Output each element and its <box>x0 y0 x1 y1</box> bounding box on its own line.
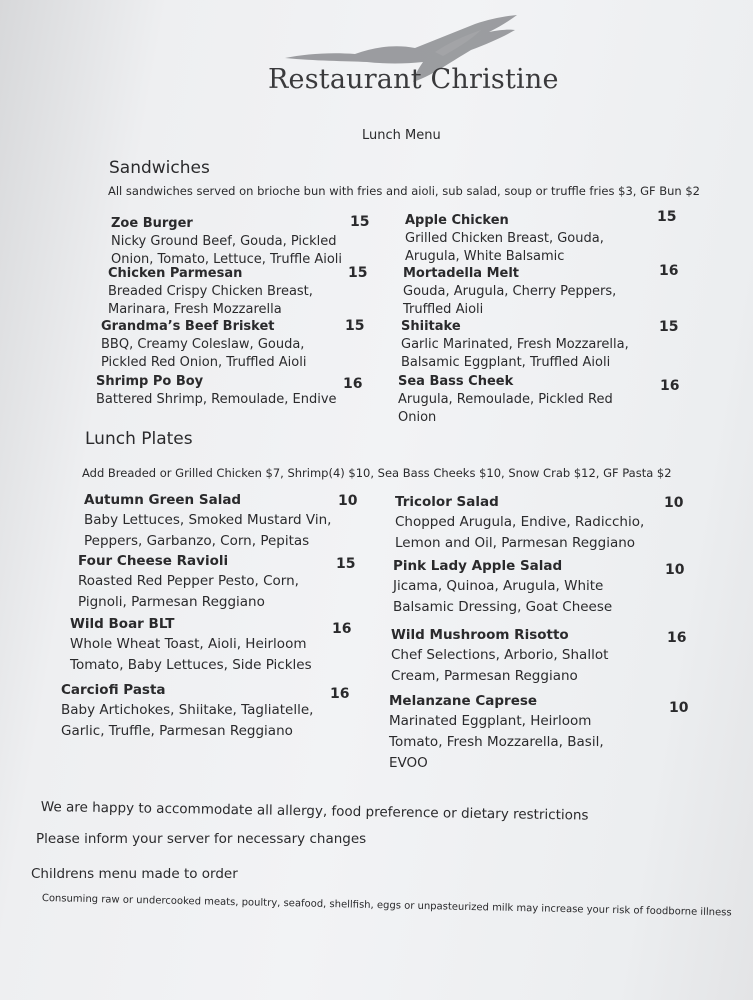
item-desc: Tomato, Baby Lettuces, Side Pickles <box>70 657 312 673</box>
menu-item <box>101 318 306 372</box>
item-desc: Peppers, Garbanzo, Corn, Pepitas <box>84 533 310 549</box>
item-name: Carciofi Pasta <box>61 682 166 698</box>
item-desc: Chopped Arugula, Endive, Radicchio, <box>395 514 645 530</box>
item-desc: Chef Selections, Arborio, Shallot <box>391 647 609 663</box>
item-price: 10 <box>338 493 358 509</box>
food-safety-disclaimer: Consuming raw or undercooked meats, poultry, seafood, shellfish, eggs or unpasteurized milk may increase your risk of foodborne illness <box>41 893 732 919</box>
inform-server-note: Please inform your server for necessary changes <box>36 831 367 847</box>
item-price: 16 <box>343 376 363 392</box>
sandwiches-title: Sandwiches <box>109 158 210 178</box>
item-name: Chicken Parmesan <box>108 266 243 281</box>
item-price: 10 <box>665 562 685 578</box>
item-desc: Roasted Red Pepper Pesto, Corn, <box>78 573 299 589</box>
lunch-plates-note: Add Breaded or Grilled Chicken $7, Shrimp(4) $10, Sea Bass Cheeks $10, Snow Crab $12, GF Pasta $2 <box>82 466 672 480</box>
item-name: Pink Lady Apple Salad <box>393 558 563 574</box>
item-name: Grandma’s Beef Brisket <box>101 319 275 334</box>
item-price: 15 <box>350 214 370 230</box>
item-desc: Balsamic Dressing, Goat Cheese <box>393 599 613 615</box>
item-desc: Battered Shrimp, Remoulade, Endive <box>96 392 337 407</box>
item-desc: Garlic, Truffle, Parmesan Reggiano <box>61 723 293 739</box>
item-name: Wild Mushroom Risotto <box>391 627 569 643</box>
item-price: 15 <box>336 556 356 572</box>
item-desc: EVOO <box>389 755 428 771</box>
item-price: 10 <box>669 700 689 716</box>
item-desc: Pickled Red Onion, Truffled Aioli <box>101 355 307 370</box>
menu-title: Lunch Menu <box>362 128 441 143</box>
item-name: Four Cheese Ravioli <box>78 553 229 569</box>
item-name: Zoe Burger <box>111 216 193 231</box>
menu-item <box>78 551 299 613</box>
sandwiches-note: All sandwiches served on brioche bun with fries and aioli, sub salad, soup or truffle fries $3, GF Bun $2 <box>108 184 701 198</box>
item-desc: Marinated Eggplant, Heirloom <box>389 713 592 729</box>
item-desc: Arugula, Remoulade, Pickled Red <box>398 392 613 407</box>
item-desc: Baby Artichokes, Shiitake, Tagliatelle, <box>61 702 314 718</box>
menu-item <box>96 373 337 409</box>
item-price: 16 <box>659 263 679 279</box>
item-desc: Pignoli, Parmesan Reggiano <box>78 594 265 610</box>
item-desc: Garlic Marinated, Fresh Mozzarella, <box>401 337 629 352</box>
menu-item <box>391 625 608 687</box>
menu-item <box>398 373 613 427</box>
item-name: Shiitake <box>401 319 461 334</box>
item-desc: Lemon and Oil, Parmesan Reggiano <box>395 535 636 551</box>
item-desc: Whole Wheat Toast, Aioli, Heirloom <box>70 636 307 652</box>
item-price: 10 <box>664 495 684 511</box>
menu-item <box>395 492 644 554</box>
item-desc: Balsamic Eggplant, Truffled Aioli <box>401 355 611 370</box>
item-name: Melanzane Caprese <box>389 693 538 709</box>
item-price: 16 <box>330 686 350 702</box>
item-name: Autumn Green Salad <box>84 492 242 508</box>
item-desc: Onion, Tomato, Lettuce, Truffle Aioli <box>111 252 343 267</box>
menu-item <box>403 265 616 319</box>
item-desc: Baby Lettuces, Smoked Mustard Vin, <box>84 512 332 528</box>
menu-item <box>61 680 313 742</box>
item-desc: Cream, Parmesan Reggiano <box>391 668 578 684</box>
item-price: 15 <box>345 318 365 334</box>
item-desc: Marinara, Fresh Mozzarella <box>108 302 282 317</box>
item-name: Shrimp Po Boy <box>96 374 204 389</box>
restaurant-name: Restaurant Christine <box>268 64 559 95</box>
menu-item <box>405 212 604 266</box>
childrens-menu-note: Childrens menu made to order <box>31 866 238 882</box>
item-desc: Arugula, White Balsamic <box>405 249 565 264</box>
menu-item <box>401 318 629 372</box>
item-desc: Tomato, Fresh Mozzarella, Basil, <box>389 734 604 750</box>
menu-item <box>389 691 604 774</box>
item-price: 16 <box>660 378 680 394</box>
item-name: Wild Boar BLT <box>70 616 175 632</box>
lunch-plates-title: Lunch Plates <box>85 429 193 449</box>
item-price: 15 <box>657 209 677 225</box>
menu-item <box>111 215 342 269</box>
item-desc: Onion <box>398 410 437 425</box>
item-price: 16 <box>332 621 352 637</box>
menu-item <box>108 265 313 319</box>
item-desc: BBQ, Creamy Coleslaw, Gouda, <box>101 337 305 352</box>
item-name: Mortadella Melt <box>403 266 520 281</box>
allergy-note: We are happy to accommodate all allergy, food preference or dietary restrictions <box>40 799 589 824</box>
item-name: Apple Chicken <box>405 213 509 228</box>
item-price: 15 <box>659 319 679 335</box>
item-price: 15 <box>348 265 368 281</box>
item-desc: Breaded Crispy Chicken Breast, <box>108 284 313 299</box>
item-desc: Nicky Ground Beef, Gouda, Pickled <box>111 234 337 249</box>
item-name: Tricolor Salad <box>395 494 499 510</box>
item-desc: Truffled Aioli <box>403 302 484 317</box>
menu-item <box>84 490 331 552</box>
menu-item <box>70 614 312 676</box>
item-price: 16 <box>667 630 687 646</box>
item-desc: Grilled Chicken Breast, Gouda, <box>405 231 604 246</box>
item-desc: Gouda, Arugula, Cherry Peppers, <box>403 284 617 299</box>
menu-item <box>393 556 612 618</box>
item-name: Sea Bass Cheek <box>398 374 514 389</box>
item-desc: Jicama, Quinoa, Arugula, White <box>393 578 604 594</box>
